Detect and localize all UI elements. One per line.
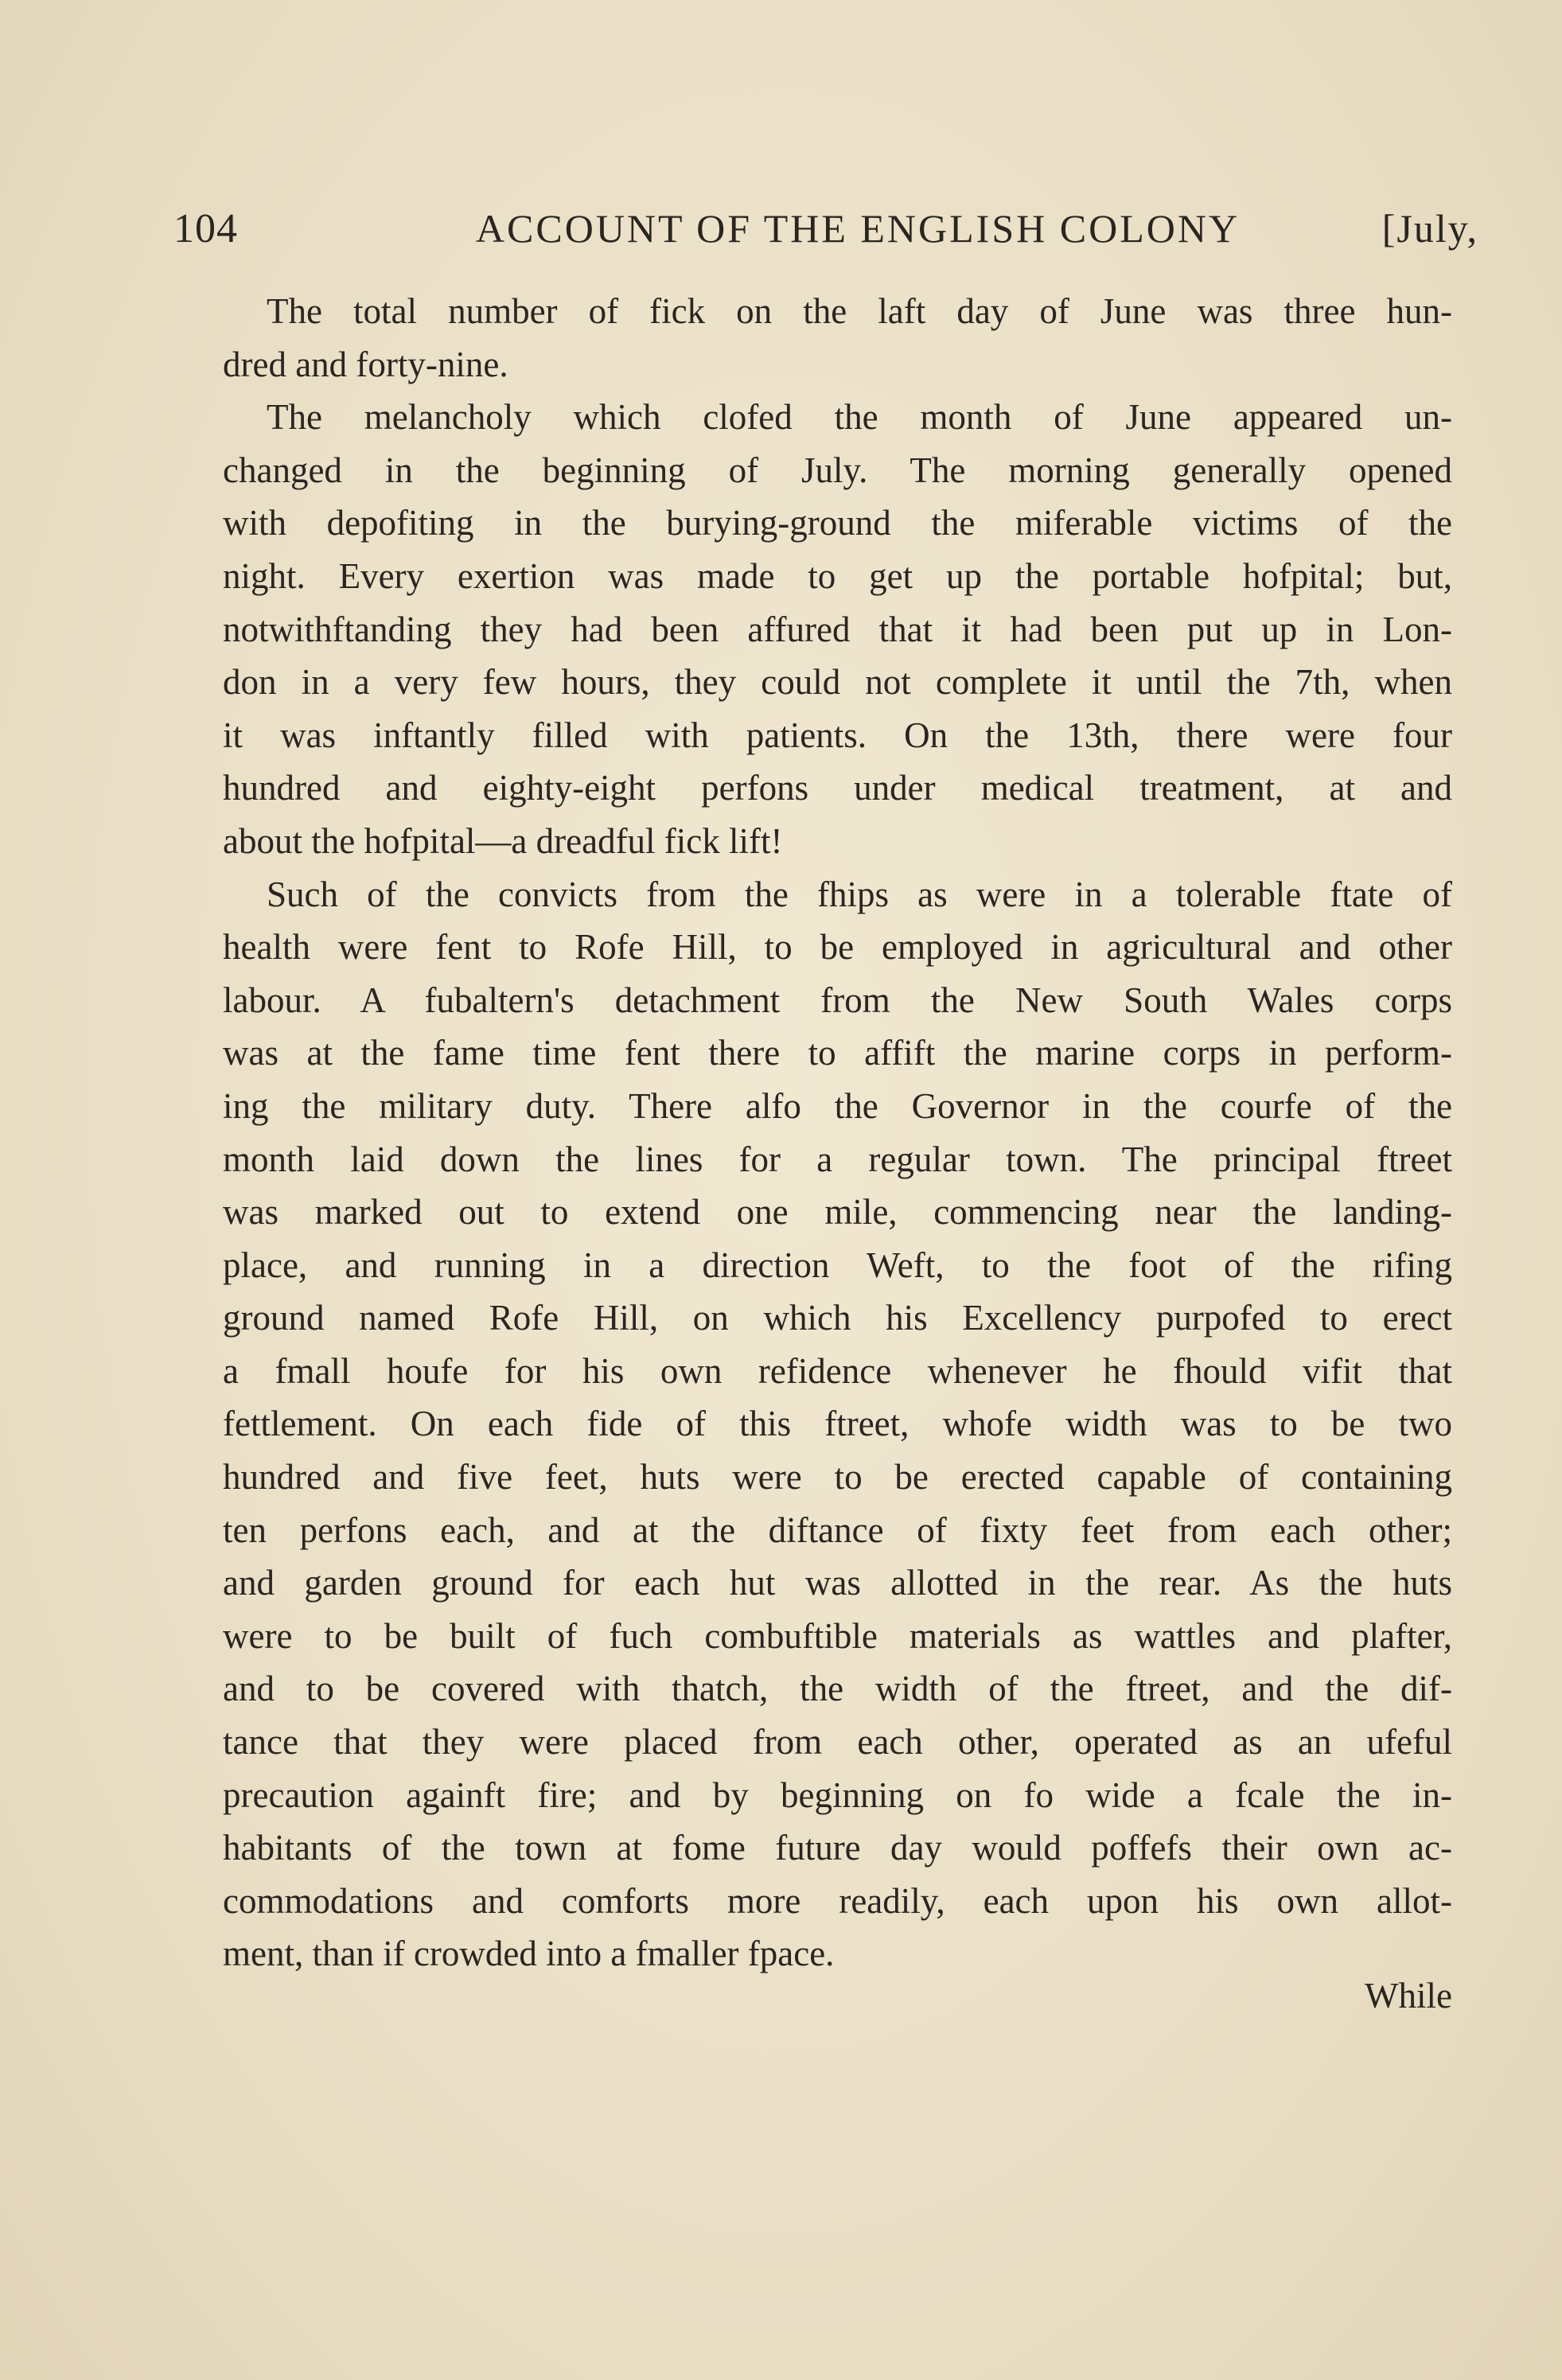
text-line: ment, than if crowded into a fmaller fpace. [223,1934,835,1974]
text-line: commodations and comforts more readily, each upon his own allot- [223,1880,1452,1921]
text-line: with depofiting in the burying-ground the miferable victims of the [223,503,1452,543]
running-head: ACCOUNT OF THE ENGLISH COLONY [475,206,1241,251]
text-line: don in a very few hours, they could not complete it until the 7th, when [223,662,1452,703]
text-line: was at the fame time fent there to affift the marine corps in perform- [223,1033,1452,1073]
text-line: about the hofpital—a dreadful fick lift! [223,820,783,861]
text-line: it was inftantly filled with patients. On the 13th, there were four [223,715,1452,755]
body-text [223,285,1452,1981]
text-line: ground named Rofe Hill, on which his Excellency purpofed to erect [223,1298,1452,1338]
catchword: While [1365,1976,1452,2016]
text-line: The melancholy which clofed the month of June appeared un- [267,397,1452,438]
text-line: hundred and five feet, huts were to be erected capable of containing [223,1457,1452,1498]
text-line: health were fent to Rofe Hill, to be employed in agricultural and other [223,927,1452,968]
running-head-month: [July, [1381,206,1478,251]
text-line: ten perfons each, and at the diftance of fixty feet from each other; [223,1509,1452,1550]
text-line: The total number of fick on the laft day of June was three hun- [267,291,1452,331]
text-line: hundred and eighty-eight perfons under medical treatment, at and [223,768,1452,808]
text-line: and to be covered with thatch, the width of the ftreet, and the dif- [223,1669,1452,1709]
text-line: month laid down the lines for a regular town. The principal ftreet [223,1139,1452,1179]
text-line: fettlement. On each fide of this ftreet, whofe width was to be two [223,1404,1452,1444]
text-line: night. Every exertion was made to get up the portable hofpital; but, [223,555,1452,596]
text-line: precaution againft fire; and by beginning on fo wide a fcale the in- [223,1774,1452,1815]
text-line: Such of the convicts from the fhips as were in a tolerable ftate of [267,874,1452,914]
page-header [173,205,1478,261]
text-line: was marked out to extend one mile, commencing near the landing- [223,1192,1452,1233]
text-line: and garden ground for each hut was allotted in the rear. As the huts [223,1563,1452,1603]
page-number: 104 [173,206,238,251]
text-line: ing the military duty. There alfo the Governor in the courfe of the [223,1085,1452,1126]
text-line: habitants of the town at fome future day would poffefs their own ac- [223,1828,1452,1868]
text-line: notwithftanding they had been affured that it had been put up in Lon- [223,609,1452,649]
text-line: a fmall houfe for his own refidence whenever he fhould vifit that [223,1350,1452,1391]
text-line: changed in the beginning of July. The morning generally opened [223,450,1452,490]
text-line: place, and running in a direction Weft, to the foot of the rifing [223,1245,1452,1285]
text-line: labour. A fubaltern's detachment from the New South Wales corps [223,980,1452,1020]
text-line: were to be built of fuch combuftible materials as wattles and plafter, [223,1615,1452,1656]
text-line: tance that they were placed from each other, operated as an ufeful [223,1722,1452,1763]
text-line: dred and forty-nine. [223,344,508,384]
